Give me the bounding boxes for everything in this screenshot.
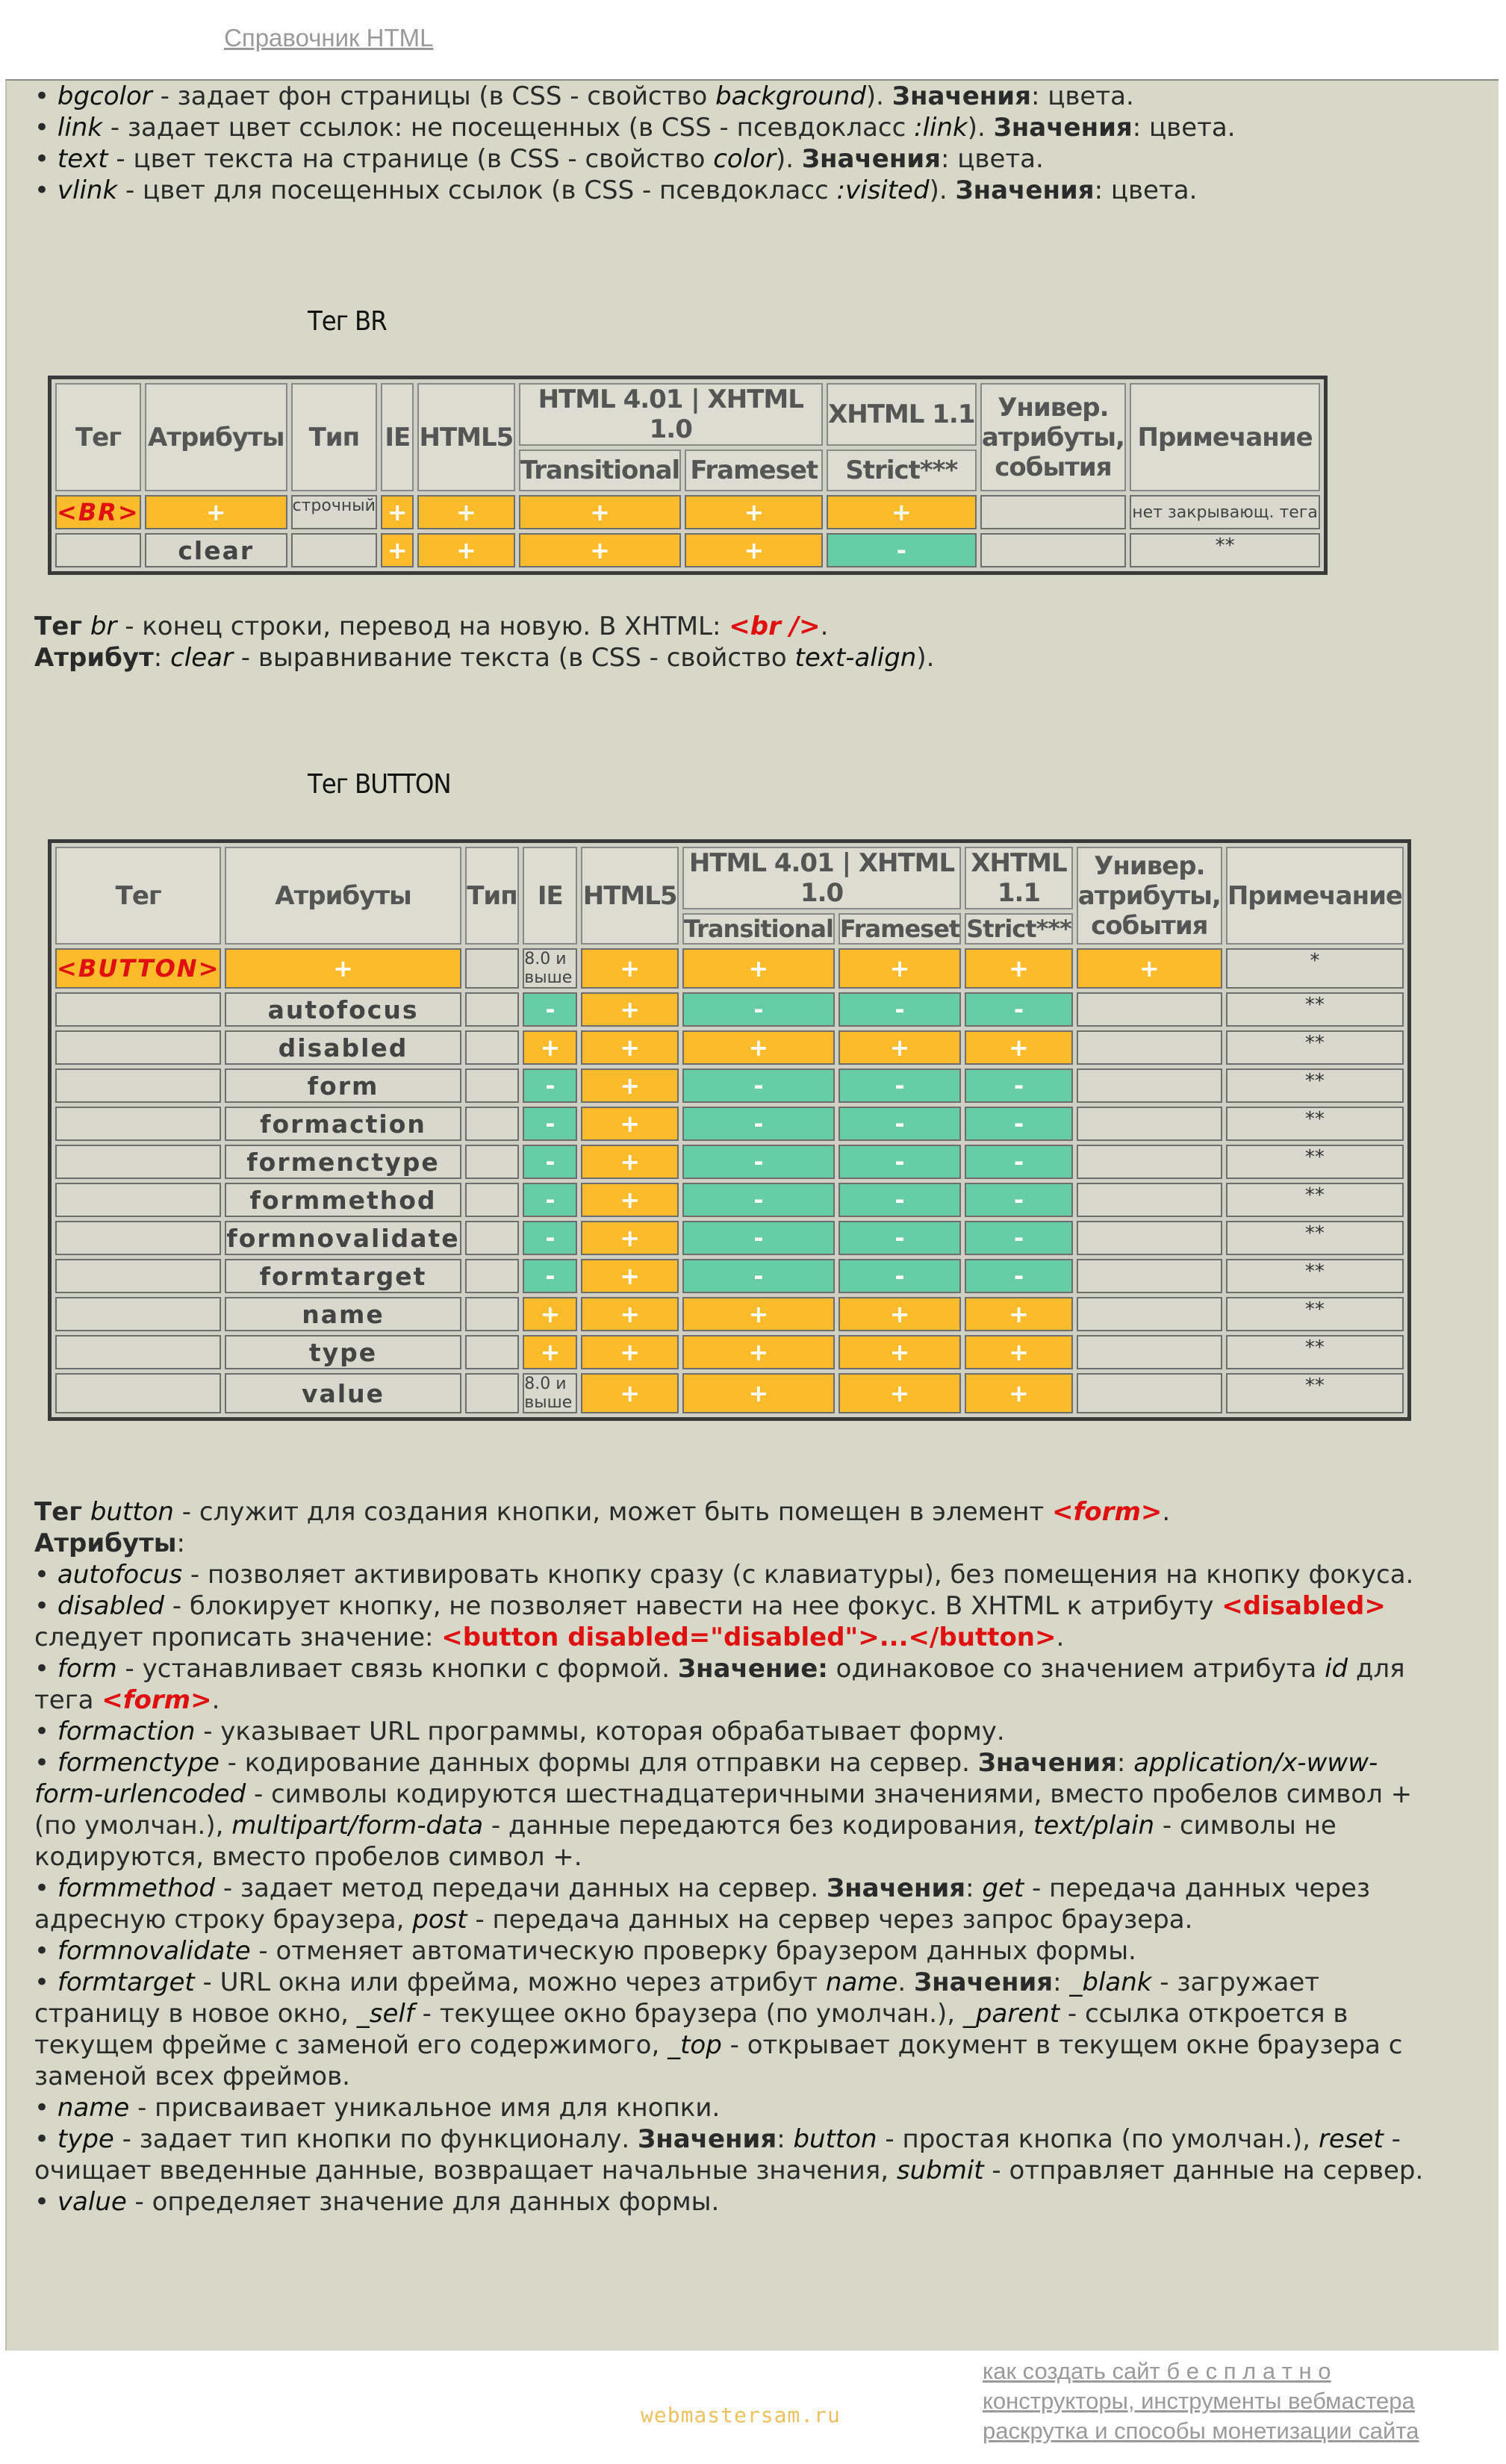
type-cell bbox=[465, 1335, 520, 1369]
ie-cell: + bbox=[523, 1297, 577, 1331]
attr-cell: formnovalidate bbox=[225, 1221, 461, 1255]
list-item-cont: form-urlencoded - символы кодируются шестнадцатеричными значениями, вместо пробелов символ + bbox=[34, 1779, 1413, 1809]
type-cell bbox=[465, 1030, 520, 1065]
strict-cell: - bbox=[965, 992, 1073, 1027]
strict-cell: + bbox=[827, 495, 977, 529]
strict-cell: - bbox=[827, 533, 977, 567]
frameset-cell: + bbox=[685, 533, 823, 567]
table-row bbox=[55, 992, 1404, 1027]
frameset-cell: - bbox=[838, 1183, 961, 1217]
list-item: • formmethod - задает метод передачи данных на сервер. Значения: get - передача данных через bbox=[34, 1873, 1371, 1903]
transitional-cell: + bbox=[682, 948, 835, 989]
attr-cell: value bbox=[225, 1373, 461, 1413]
attr-cell: + bbox=[225, 948, 461, 989]
frameset-cell: + bbox=[838, 1335, 961, 1369]
list-item-cont: тега <form>. bbox=[34, 1685, 220, 1715]
univ-cell bbox=[1077, 1259, 1222, 1293]
attr-cell: formaction bbox=[225, 1107, 461, 1141]
list-item: • disabled - блокирует кнопку, не позволяет навести на нее фокус. В XHTML к атрибуту <disabled> bbox=[34, 1591, 1386, 1621]
type-cell bbox=[465, 1259, 520, 1293]
button-description: Тег button - служит для создания кнопки, может быть помещен в элемент <form>. bbox=[34, 1497, 1171, 1527]
table-row bbox=[55, 1145, 1404, 1179]
list-item: • link - задает цвет ссылок: не посещенных (в CSS - псевдокласс :link). Значения: цвета. bbox=[34, 113, 1236, 143]
attr-cell: autofocus bbox=[225, 992, 461, 1027]
attrs-heading: Атрибуты: bbox=[34, 1528, 186, 1558]
footer-link-tools[interactable]: конструкторы, инструменты вебмастера bbox=[983, 2388, 1415, 2414]
transitional-cell: - bbox=[682, 992, 835, 1027]
transitional-cell: - bbox=[682, 1259, 835, 1293]
header-strict: Strict*** bbox=[966, 915, 1071, 943]
note-cell: ** bbox=[1226, 1145, 1404, 1179]
tag-cell: <BR> bbox=[55, 495, 141, 529]
attr-cell: type bbox=[225, 1335, 461, 1369]
strict-cell: + bbox=[965, 948, 1073, 989]
transitional-cell: + bbox=[682, 1030, 835, 1065]
table-row bbox=[55, 1221, 1404, 1255]
tag-cell bbox=[55, 1030, 221, 1065]
html5-cell: + bbox=[417, 495, 514, 529]
frameset-cell: - bbox=[838, 1259, 961, 1293]
list-item: • name - присваивает уникальное имя для кнопки. bbox=[34, 2093, 721, 2123]
ie-cell: + bbox=[523, 1335, 577, 1369]
type-cell bbox=[465, 992, 520, 1027]
list-item: • formtarget - URL окна или фрейма, можно через атрибут name. Значения: _blank - загружает bbox=[34, 1967, 1320, 1997]
ie-cell: - bbox=[523, 1107, 577, 1141]
html5-cell: + bbox=[581, 992, 678, 1027]
tag-cell bbox=[55, 1259, 221, 1293]
frameset-cell: - bbox=[838, 1145, 961, 1179]
list-item: • value - определяет значение для данных формы. bbox=[34, 2187, 720, 2217]
attr-cell: + bbox=[145, 495, 287, 529]
reference-link[interactable]: Справочник HTML bbox=[224, 24, 434, 52]
br-description: Тег br - конец строки, перевод на новую. В XHTML: <br />. bbox=[34, 612, 829, 641]
header-frameset: Frameset bbox=[685, 449, 823, 491]
strict-cell: + bbox=[965, 1297, 1073, 1331]
list-item: • formnovalidate - отменяет автоматическую проверку браузером данных формы. bbox=[34, 1936, 1136, 1966]
strict-cell: - bbox=[965, 1221, 1073, 1255]
html5-cell: + bbox=[581, 948, 678, 989]
list-item: • text - цвет текста на странице (в CSS - свойство color). Значения: цвета. bbox=[34, 144, 1044, 174]
button-table bbox=[48, 839, 1411, 1421]
ie-cell: - bbox=[523, 1221, 577, 1255]
table-row bbox=[55, 1373, 1404, 1413]
transitional-cell: + bbox=[519, 495, 682, 529]
table-row bbox=[55, 948, 1404, 989]
header-tag: Тег bbox=[55, 847, 221, 945]
type-cell bbox=[291, 533, 378, 567]
note-cell: ** bbox=[1226, 1030, 1404, 1065]
header-type: Тип bbox=[465, 847, 520, 945]
table-row bbox=[55, 533, 1320, 567]
list-item-cont: текущем фрейме с заменой его содержимого, _top - открывает документ в текущем окне браузера с bbox=[34, 2030, 1403, 2060]
tag-cell bbox=[55, 1107, 221, 1141]
list-item: • formaction - указывает URL программы, которая обрабатывает форму. bbox=[34, 1717, 1005, 1746]
strict-cell: - bbox=[965, 1259, 1073, 1293]
html5-cell: + bbox=[581, 1373, 678, 1413]
note-cell: ** bbox=[1226, 1373, 1404, 1413]
table-row bbox=[55, 1335, 1404, 1369]
strict-cell: - bbox=[965, 1107, 1073, 1141]
attr-cell: name bbox=[225, 1297, 461, 1331]
univ-cell bbox=[1077, 992, 1222, 1027]
list-item-cont: страницу в новое окно, _self - текущее окно браузера (по умолчан.), _parent - ссылка откроется в bbox=[34, 1999, 1348, 2029]
header-ie: IE bbox=[523, 847, 577, 945]
header-type: Тип bbox=[291, 383, 378, 491]
attr-cell: disabled bbox=[225, 1030, 461, 1065]
header-attrs: Атрибуты bbox=[145, 383, 287, 491]
univ-cell: + bbox=[1077, 948, 1222, 989]
header-xhtml11: XHTML 1.1 bbox=[965, 847, 1073, 909]
attr-cell: formtarget bbox=[225, 1259, 461, 1293]
attr-name: text bbox=[57, 144, 108, 174]
list-item-cont: кодируются, вместо пробелов символ +. bbox=[34, 1842, 582, 1872]
html5-cell: + bbox=[581, 1335, 678, 1369]
strict-cell: - bbox=[965, 1145, 1073, 1179]
tag-cell bbox=[55, 992, 221, 1027]
tag-cell bbox=[55, 1297, 221, 1331]
table-row bbox=[55, 1107, 1404, 1141]
frameset-cell: + bbox=[838, 1297, 961, 1331]
ie-cell: + bbox=[381, 495, 414, 529]
transitional-cell: + bbox=[519, 533, 682, 567]
univ-cell bbox=[1077, 1030, 1222, 1065]
ie-cell: + bbox=[523, 1030, 577, 1065]
type-cell: строчный bbox=[291, 495, 378, 529]
footer-link-free-site[interactable]: как создать сайт б е с п л а т н о bbox=[983, 2358, 1331, 2384]
table-row bbox=[55, 1183, 1404, 1217]
attr-name: bgcolor bbox=[57, 81, 152, 111]
header-attrs: Атрибуты bbox=[225, 847, 461, 945]
html5-cell: + bbox=[581, 1068, 678, 1103]
frameset-cell: + bbox=[838, 948, 961, 989]
header-frameset: Frameset bbox=[839, 915, 960, 943]
univ-cell bbox=[1077, 1221, 1222, 1255]
univ-cell bbox=[1077, 1183, 1222, 1217]
list-item: • vlink - цвет для посещенных ссылок (в CSS - псевдокласс :visited). Значения: цвета. bbox=[34, 175, 1198, 205]
header-tag: Тег bbox=[55, 383, 141, 491]
strict-cell: + bbox=[965, 1373, 1073, 1413]
transitional-cell: + bbox=[682, 1335, 835, 1369]
ie-cell: - bbox=[523, 1183, 577, 1217]
transitional-cell: - bbox=[682, 1107, 835, 1141]
ie-cell: - bbox=[523, 1259, 577, 1293]
header-html401: HTML 4.01 | XHTML 1.0 bbox=[682, 847, 961, 909]
transitional-cell: - bbox=[682, 1145, 835, 1179]
list-item-cont: заменой всех фреймов. bbox=[34, 2062, 350, 2091]
transitional-cell: - bbox=[682, 1221, 835, 1255]
frameset-cell: - bbox=[838, 992, 961, 1027]
header-note: Примечание bbox=[1130, 383, 1320, 491]
attr-cell: formmethod bbox=[225, 1183, 461, 1217]
list-item: • formenctype - кодирование данных формы для отправки на сервер. Значения: application/x-www- bbox=[34, 1748, 1378, 1778]
type-cell bbox=[465, 948, 520, 989]
note-cell: ** bbox=[1226, 1335, 1404, 1369]
tag-cell bbox=[55, 1335, 221, 1369]
tag-cell bbox=[55, 1145, 221, 1179]
frameset-cell: - bbox=[838, 1068, 961, 1103]
header-html5: HTML5 bbox=[581, 847, 678, 945]
attr-name: link bbox=[57, 113, 103, 143]
html5-cell: + bbox=[581, 1259, 678, 1293]
tag-cell bbox=[55, 1068, 221, 1103]
header-strict: Strict*** bbox=[827, 449, 977, 491]
table-row bbox=[55, 1297, 1404, 1331]
type-cell bbox=[465, 1145, 520, 1179]
transitional-cell: - bbox=[682, 1068, 835, 1103]
top-bar bbox=[0, 0, 1506, 75]
attr-name: vlink bbox=[57, 175, 118, 205]
header-html5: HTML5 bbox=[417, 383, 514, 491]
univ-cell bbox=[1077, 1145, 1222, 1179]
watermark: webmastersam.ru bbox=[641, 2403, 841, 2427]
univ-cell bbox=[1077, 1068, 1222, 1103]
note-cell: ** bbox=[1226, 1221, 1404, 1255]
table-row bbox=[55, 1068, 1404, 1103]
note-cell: ** bbox=[1226, 1297, 1404, 1331]
attr-cell: formenctype bbox=[225, 1145, 461, 1179]
header-note: Примечание bbox=[1226, 847, 1404, 945]
header-univ: Универ. атрибуты, события bbox=[1077, 847, 1222, 945]
ie-cell: 8.0 и выше bbox=[523, 948, 577, 989]
tag-cell bbox=[55, 1221, 221, 1255]
tag-cell bbox=[55, 1373, 221, 1413]
note-cell: нет закрывающ. тега bbox=[1130, 495, 1320, 529]
list-item-cont: следует прописать значение: <button disabled="disabled">...</button>. bbox=[34, 1623, 1065, 1652]
list-item: • autofocus - позволяет активировать кнопку сразу (с клавиатуры), без помещения на кнопку фокуса. bbox=[34, 1560, 1414, 1590]
list-item-cont: очищает введенные данные, возвращает начальные значения, submit - отправляет данные на сервер. bbox=[34, 2156, 1424, 2185]
header-univ: Универ. атрибуты, события bbox=[980, 383, 1127, 491]
list-item-cont: адресную строку браузера, post - передача данных на сервер через запрос браузера. bbox=[34, 1905, 1193, 1935]
footer-link-promotion[interactable]: раскрутка и способы монетизации сайта bbox=[983, 2418, 1419, 2444]
note-cell: ** bbox=[1226, 992, 1404, 1027]
univ-cell bbox=[1077, 1297, 1222, 1331]
frameset-cell: - bbox=[838, 1107, 961, 1141]
ie-cell: - bbox=[523, 1145, 577, 1179]
list-item: • bgcolor - задает фон страницы (в CSS - свойство background). Значения: цвета. bbox=[34, 81, 1134, 111]
type-cell bbox=[465, 1068, 520, 1103]
header-transitional: Transitional bbox=[683, 915, 833, 943]
frameset-cell: - bbox=[838, 1221, 961, 1255]
strict-cell: - bbox=[965, 1183, 1073, 1217]
univ-cell bbox=[980, 495, 1127, 529]
attr-cell: clear bbox=[145, 533, 287, 567]
type-cell bbox=[465, 1183, 520, 1217]
transitional-cell: - bbox=[682, 1183, 835, 1217]
note-cell: * bbox=[1226, 948, 1404, 989]
section-caption: Тег BUTTON bbox=[308, 769, 451, 800]
table-row bbox=[55, 1259, 1404, 1293]
html5-cell: + bbox=[581, 1030, 678, 1065]
html5-cell: + bbox=[581, 1297, 678, 1331]
note-cell: ** bbox=[1226, 1183, 1404, 1217]
frameset-cell: + bbox=[838, 1030, 961, 1065]
list-item-cont: (по умолчан.), multipart/form-data - данные передаются без кодирования, text/plain - символы не bbox=[34, 1811, 1337, 1841]
br-table bbox=[48, 376, 1328, 575]
tag-cell bbox=[55, 533, 141, 567]
strict-cell: + bbox=[965, 1335, 1073, 1369]
type-cell bbox=[465, 1107, 520, 1141]
transitional-cell: + bbox=[682, 1373, 835, 1413]
univ-cell bbox=[1077, 1373, 1222, 1413]
section-caption: Тег BR bbox=[308, 306, 387, 337]
table-row bbox=[55, 495, 1320, 529]
header-transitional: Transitional bbox=[519, 449, 682, 491]
br-attr-description: Атрибут: clear - выравнивание текста (в CSS - свойство text-align). bbox=[34, 643, 935, 673]
strict-cell: + bbox=[965, 1030, 1073, 1065]
univ-cell bbox=[1077, 1335, 1222, 1369]
transitional-cell: + bbox=[682, 1297, 835, 1331]
frameset-cell: + bbox=[685, 495, 823, 529]
header-html401: HTML 4.01 | XHTML 1.0 bbox=[519, 383, 823, 446]
header-ie: IE bbox=[381, 383, 414, 491]
univ-cell bbox=[980, 533, 1127, 567]
note-cell: ** bbox=[1226, 1107, 1404, 1141]
univ-cell bbox=[1077, 1107, 1222, 1141]
header-xhtml11: XHTML 1.1 bbox=[827, 383, 977, 446]
list-item: • type - задает тип кнопки по функционалу. Значения: button - простая кнопка (по умолчан.), reset - bbox=[34, 2124, 1401, 2154]
type-cell bbox=[465, 1297, 520, 1331]
attr-cell: form bbox=[225, 1068, 461, 1103]
tag-cell bbox=[55, 1183, 221, 1217]
ie-cell: - bbox=[523, 992, 577, 1027]
strict-cell: - bbox=[965, 1068, 1073, 1103]
type-cell bbox=[465, 1373, 520, 1413]
html5-cell: + bbox=[581, 1107, 678, 1141]
html5-cell: + bbox=[581, 1183, 678, 1217]
note-cell: ** bbox=[1226, 1068, 1404, 1103]
html5-cell: + bbox=[417, 533, 514, 567]
ie-cell: - bbox=[523, 1068, 577, 1103]
note-cell: ** bbox=[1226, 1259, 1404, 1293]
note-cell: ** bbox=[1130, 533, 1320, 567]
tag-cell: <BUTTON> bbox=[55, 948, 221, 989]
table-row bbox=[55, 1030, 1404, 1065]
html5-cell: + bbox=[581, 1145, 678, 1179]
type-cell bbox=[465, 1221, 520, 1255]
ie-cell: + bbox=[381, 533, 414, 567]
ie-cell: 8.0 и выше bbox=[523, 1373, 577, 1413]
list-item: • form - устанавливает связь кнопки с формой. Значение: одинаковое со значением атрибута id для bbox=[34, 1654, 1405, 1684]
html5-cell: + bbox=[581, 1221, 678, 1255]
frameset-cell: + bbox=[838, 1373, 961, 1413]
